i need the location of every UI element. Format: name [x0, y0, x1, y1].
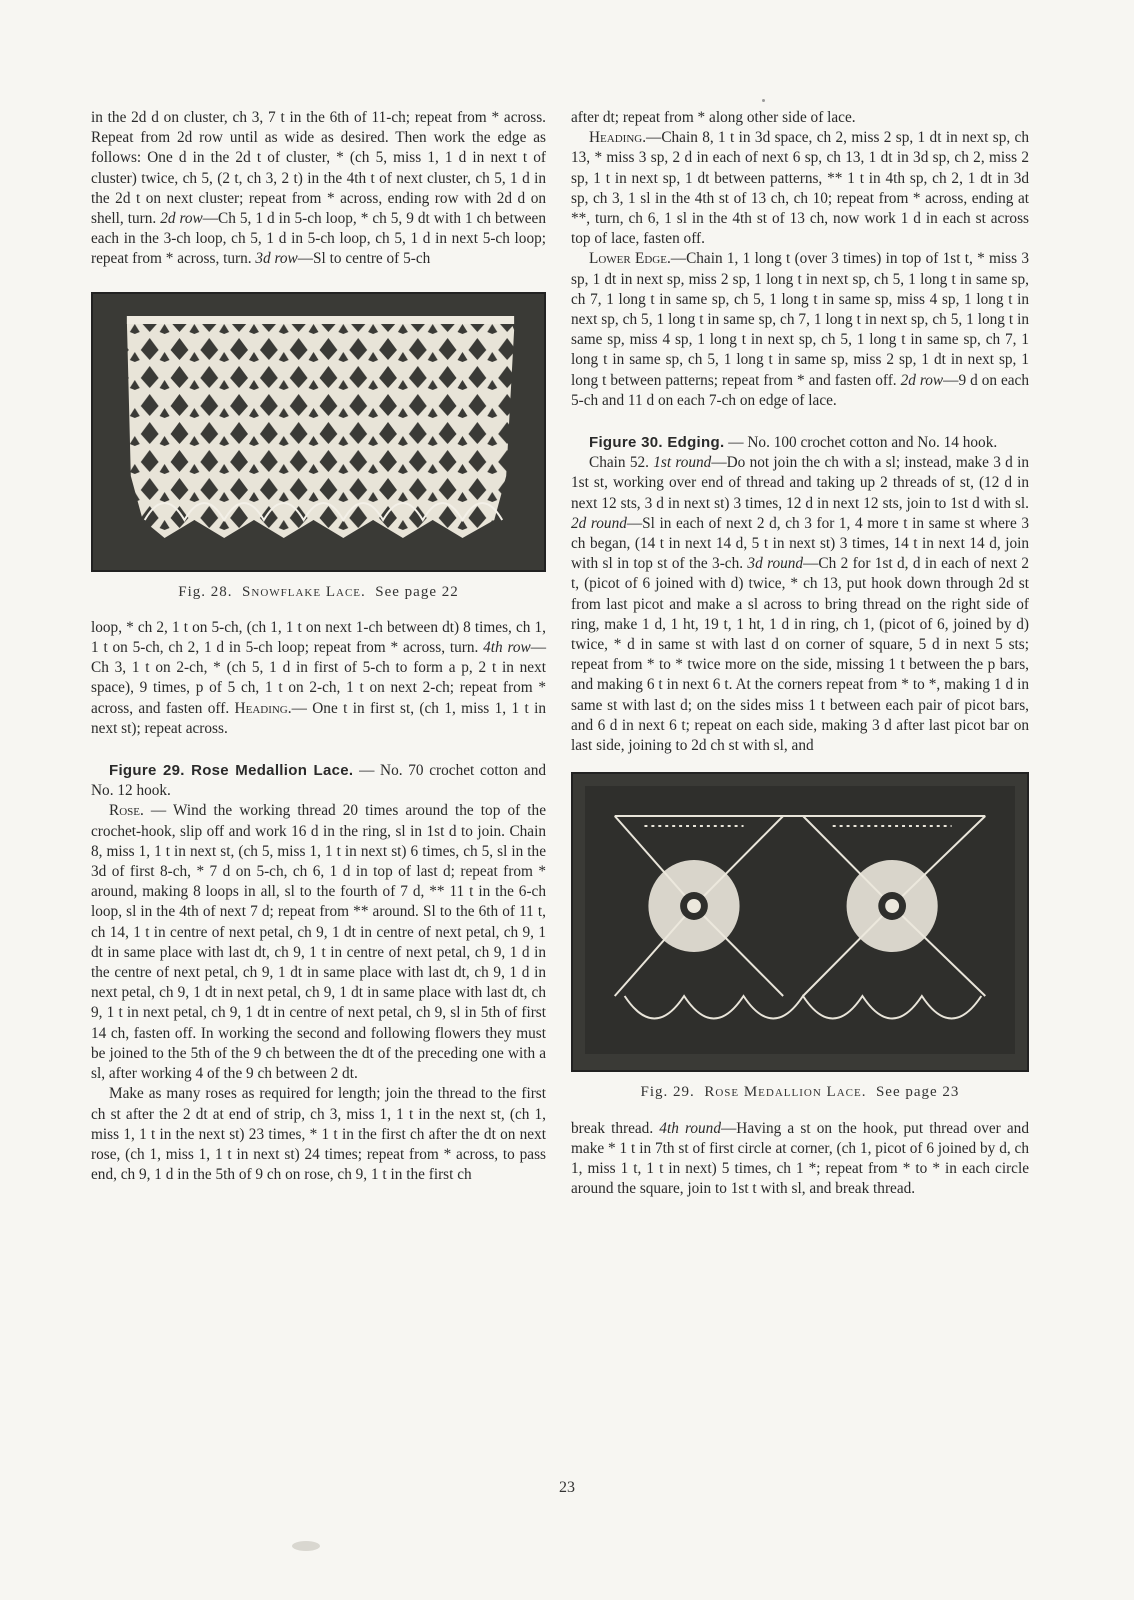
- paragraph-edging-rounds: Chain 52. 1st round—Do not join the ch with a sl; instead, make 3 d in 1st st, working over end of thread and taking up 2 threads of st, (12 d in next 12 sts, 3 d in next st) 3 times, 12 d in next 12 sts, join to 1st d with sl. 2d round—Sl in each of next 2 d, ch 3 for 1, 4 more t in same st where 3 ch began, (14 t in next 14 d, 5 t in next st) 3 times, 14 t in next 14 d, join with sl in top st of the 3-ch. 3d round—Ch 2 for 1st d, d in each of next 2 t, (picot of 6 joined with d) twice, * ch 13, put hook down through 2d st from last picot and make a sl across to bring thread on the right side of ring, make 1 d, 1 ht, 19 t, 1 ht, 1 d in ring, ch 1, (picot of 6, joined by d) twice, * d in same st with last d on corner of square, 5 d in next 5 sts; repeat from * to * twice more on the side, missing 1 t between the p bars, and making 6 t in next 6 t. At the corners repeat from * to *, making 1 d in same st with last d; on the sides miss 1 t between each pair of picot bars, and 6 d in next 6 t; repeat on each side, making 3 d after last picot bar on last side, joining to 2d ch st with sl, and: [571, 454, 1029, 755]
- figure-28-caption: Fig. 28. Snowflake Lace. See page 22: [178, 583, 459, 600]
- figure-29-heading: Figure 29. Rose Medallion Lace. — No. 70 crochet cotton and No. 12 hook.: [91, 762, 546, 800]
- figure-29-caption: Fig. 29. Rose Medallion Lace. See page 23: [640, 1084, 960, 1101]
- paragraph-lower-edge: Lower Edge.—Chain 1, 1 long t (over 3 times) in top of 1st t, * miss 3 sp, 1 dt in next sp, miss 2 sp, 1 long t in next sp, ch 5, 1 long t in same sp, ch 7, 1 long t in same sp, ch 5, 1 long t in same sp, miss 4 sp, 1 long t in next sp, ch 5, 1 long t in same sp, ch 7, 1 long t in next sp, ch 5, 1 long t in same sp, miss 4 sp, 1 long t in next sp, ch 5, 1 long t in same sp, ch 7, 1 long t in same sp, ch 5, 1 long t in same sp, miss 2 sp, 1 dt in next sp, 1 long t between patterns; repeat from * and fasten off. 2d row—9 d on each 5-ch and 11 d on each 7-ch on edge of lace.: [571, 250, 1029, 409]
- paragraph-repeat: after dt; repeat from * along other side of lace.: [571, 109, 856, 126]
- lower-edge-label: Lower Edge.: [589, 250, 671, 268]
- heading-label: Heading.: [589, 129, 647, 147]
- paragraph-snowflake-edge: in the 2d d on cluster, ch 3, 7 t in the 6th of 11-ch; repeat from * across. Repeat from 2d row until as wide as desired. Then work the edge as follows: One d in the 2d t of cluster, * (ch 5, miss 1, 1 d in next t of cluster) twice, ch 5, (2 t, ch 3, 2 t) in the 4th t of next cluster, ch 5, 1 d in the 2d t on next cluster; repeat from * across, ending row with 2d d on shell, turn. 2d row—Ch 5, 1 d in 5-ch loop, * ch 5, 9 dt with 1 ch between each in the 3-ch loop, ch 5, 1 d in 5-ch loop, ch 5, 1 d in next 5-ch loop; repeat from * across, turn. 3d row—Sl to centre of 5-ch: [91, 109, 546, 268]
- paragraph-snowflake-rows: loop, * ch 2, 1 t on 5-ch, (ch 1, 1 t on next 1-ch between dt) 8 times, ch 1, 1 t on 5-ch, ch 2, 1 d in 5-ch loop; repeat from * across, turn. 4th row—Ch 3, 1 t on 2-ch, * (ch 5, 1 d in first of 5-ch to form a p, 2 t in next space), 9 times, p of 5 ch, 1 t on 2-ch, 1 t on next 2-ch; repeat from * across, and fasten off. Heading.— One t in first st, (ch 1, miss 1, 1 t in next st); repeat across.: [91, 618, 546, 737]
- paragraph-fourth-round: break thread. 4th round—Having a st on the hook, put thread over and make * 1 t in 7th st of first circle at corner, (ch 1, picot of 6 joined by d, ch 1, miss 1 t, 1 t in next) 5 times, ch 1 *; repeat from * to * in each circle around the square, join to 1st t with sl, and break thread.: [571, 1119, 1029, 1198]
- right-column: [571, 108, 1029, 1199]
- snowflake-lace-illustration: [105, 306, 532, 556]
- figure-29-photo: [571, 772, 1029, 1072]
- row-label: 2d row: [160, 210, 203, 228]
- paragraph-rose: Rose. — Wind the working thread 20 times around the top of the crochet-hook, slip off and work 16 d in the ring, sl in 1st d to join. Chain 8, miss 1, 1 t in next st, (ch 5, miss 1, 1 t in next st) 6 times, ch 5, sl in the 3d of first 8-ch, * 7 d on 5-ch, ch 6, 1 d in top of last d; repeat from * around, making 8 loops in all, sl to the fourth of 7 d, ** 11 t in the 6-ch loop, sl in the 4th of next 7 d; repeat from ** around. Sl to the 6th of 11 t, ch 14, 1 t in centre of next petal, ch 9, 1 dt in centre of next petal, ch 9, 1 dt in same place with last dt, ch 9, 1 t in centre of next petal, ch 9, 1 d in the centre of next petal, ch 9, 1 dt in same place with last dt, ch 9, 1 d in next petal, ch 9, 1 dt in next petal, ch 9, 1 dt in same place with last dt, ch 9, 1 t in next petal, ch 9, 1 dt in centre of next petal, ch 9, sl in 5th of first 14 ch, fasten off. In working the second and following flowers they must be joined to the 5th of the 9 ch between the dt of the preceding one with a sl, after working 4 of the 9 ch between 2 dt.: [91, 802, 546, 1083]
- page-number: 23: [559, 1479, 575, 1496]
- figure-28-photo: [91, 292, 546, 572]
- row-label: 2d row: [900, 371, 944, 389]
- row-label: 4th row: [483, 639, 531, 657]
- paragraph-heading: Heading.—Chain 8, 1 t in 3d space, ch 2, miss 2 sp, 1 dt in next sp, ch 13, * miss 3 sp, 2 d in each of next 6 sp, ch 13, 1 dt in 3d sp, ch 2, miss 2 sp, 1 t in next sp, 1 dt between patterns, ** 1 t in 4th sp, ch 2, 1 dt in 3d sp, ch 3, 1 sl in the 4th st of 13 ch, ch 10; repeat from * across, ending at **, turn, ch 6, 1 sl in the 4th st of 13 ch, now work 1 d in each st across top of lace, fasten off.: [571, 129, 1029, 248]
- left-column: [91, 108, 546, 1185]
- round-label: 4th round: [659, 1119, 721, 1137]
- round-label: 3d round: [747, 555, 804, 573]
- paragraph-roses-join: Make as many roses as required for length; join the thread to the first ch st after the 2 dt at end of strip, ch 3, miss 1, 1 t in the next st, (ch 1, miss 1, 1 t in the next st) 23 times, * 1 t in the first ch after the dt on next rose, (ch 1, miss 1, 1 t in next st) 24 times; repeat from * across, to pass end, ch 9, 1 d in the 5th of 9 ch on rose, ch 9, 1 t in the first ch: [91, 1085, 546, 1184]
- figure-30-heading: Figure 30. Edging. — No. 100 crochet cotton and No. 14 hook.: [589, 434, 998, 452]
- round-label: 1st round: [653, 454, 712, 472]
- row-label: 3d row: [255, 250, 298, 268]
- heading-label: Heading.: [234, 699, 292, 717]
- rose-medallion-lace-illustration: [585, 786, 1015, 1054]
- rose-label: Rose.: [109, 802, 144, 820]
- print-speck: [762, 99, 765, 102]
- round-label: 2d round: [571, 514, 627, 532]
- print-smudge: [292, 1541, 320, 1551]
